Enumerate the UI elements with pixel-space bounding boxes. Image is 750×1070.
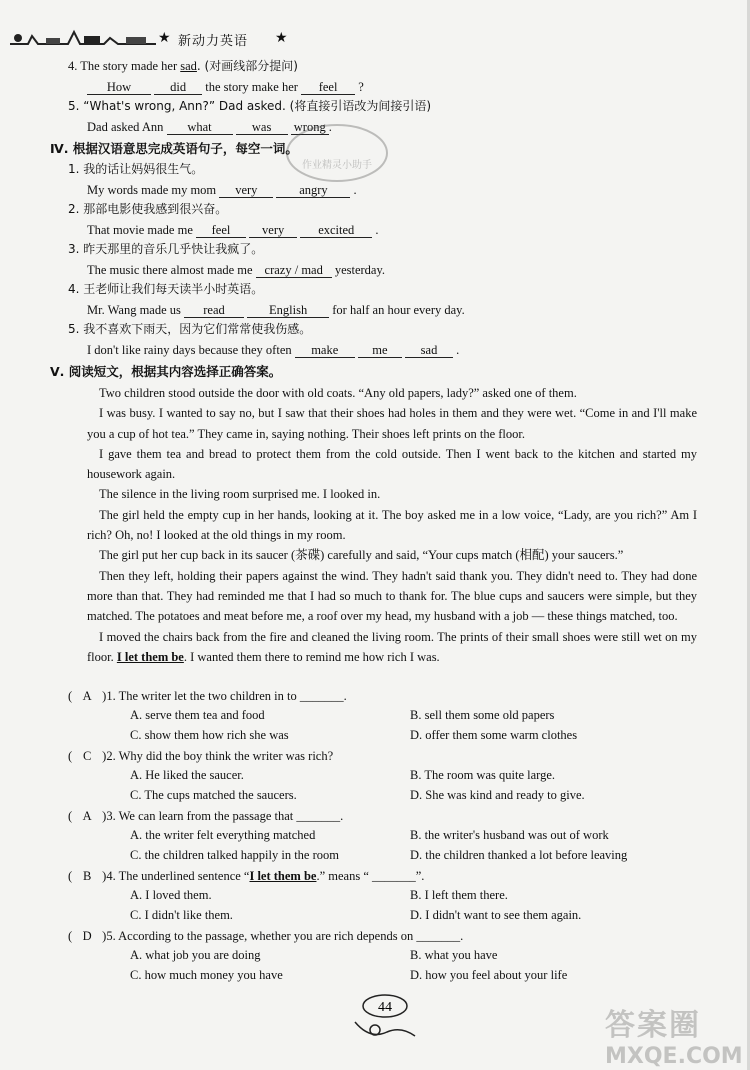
answer-blank: _______	[416, 929, 461, 943]
answer-letter: A	[82, 809, 92, 823]
q-number: )5.	[102, 929, 116, 943]
passage-paragraph: The girl held the empty cup in her hands, looking at it. The boy asked me in a low voice, “Lady, are you rich?” Am I rich? Oh, no! I looked at the old things in my room.	[87, 507, 697, 543]
answer-blank: me	[358, 343, 402, 358]
star-icon: ★	[158, 31, 171, 46]
q-text: .” means “	[316, 869, 369, 883]
answer-option: B. sell them some old papers	[410, 708, 555, 722]
header-decoration-icon	[8, 26, 158, 48]
q-punct: ”.	[415, 869, 425, 883]
passage-paragraph: I moved the chairs back from the fire and cleaned the living room. The prints of their small shoes were still wet on my floor. I let them be. I wanted them there to remind me how rich I was.	[87, 629, 697, 664]
sec4-item-prompt	[68, 281, 263, 297]
question-stem: ( D )5. According to the passage, whether you are rich depends on _______.	[68, 929, 464, 943]
underlined-sentence: I let them be	[116, 649, 184, 664]
passage-paragraph: Two children stood outside the door with old coats. “Any old papers, lady?” asked one of them.	[99, 386, 577, 400]
section-5-heading: Ⅴ. 阅读短文，根据其内容选择正确答案。	[50, 364, 282, 379]
sec4-item-answer	[87, 222, 379, 238]
answer-option: D. I didn't want to see them again.	[410, 908, 582, 922]
sec4-item-answer	[87, 182, 357, 198]
sec4-item-answer	[87, 262, 385, 278]
page-header	[8, 18, 338, 54]
q-number: )2.	[102, 749, 116, 763]
watermark-bottom: MXQE.COM	[605, 1044, 743, 1069]
q-text: The underlined sentence “	[118, 869, 250, 883]
sec4-item-answer	[87, 342, 459, 358]
answer-blank: crazy / mad	[256, 263, 332, 278]
passage-paragraph: I was busy. I wanted to say no, but I saw that their shoes had holes in them and they were wet. “Come in and I'll make you a cup of hot tea.” They came in, saying nothing. Their shoes left prints on the floor.	[87, 406, 697, 441]
chinese-prompt: 昨天那里的音乐几乎快让我疯了。	[83, 242, 264, 256]
stamp-mark	[282, 118, 392, 188]
q-number: 3.	[68, 242, 80, 256]
answer-option: D. how you feel about your life	[410, 968, 568, 982]
passage-paragraph: The silence in the living room surprised me. I looked in.	[99, 487, 381, 502]
sentence-end: for half an hour every day.	[332, 303, 465, 317]
answer-option: D. the children thanked a lot before leaving	[410, 848, 628, 862]
chinese-prompt: 王老师让我们每天读半小时英语。	[83, 282, 264, 296]
q-punct: .	[328, 120, 332, 134]
answer-blank: what	[167, 120, 233, 135]
q-punct: .	[340, 809, 344, 823]
sec4-item-prompt	[68, 241, 263, 257]
underlined-word: sad	[180, 59, 197, 73]
stamp-text: 作业精灵小助手	[302, 160, 372, 171]
answer-option: A. He liked the saucer.	[130, 768, 244, 782]
answer-blank: was	[236, 120, 288, 135]
q-number: )3.	[102, 809, 116, 823]
answer-blank: _______	[299, 689, 344, 703]
q-number: 5.	[68, 322, 80, 336]
q-text: “What's wrong, Ann?” Dad asked. (将直接引语改为间接引语)	[83, 99, 432, 113]
question-stem: ( A )1. The writer let the two children in to _______.	[68, 689, 347, 703]
question-stem: ( A )3. We can learn from the passage that _______.	[68, 809, 344, 823]
sec4-item-prompt	[68, 161, 203, 177]
q-text: Dad asked Ann	[87, 120, 164, 134]
q-number: 2.	[68, 202, 80, 216]
answer-option: A. the writer felt everything matched	[130, 828, 316, 842]
answer-blank: angry	[276, 183, 350, 198]
chinese-prompt: 那部电影使我感到很兴奋。	[83, 202, 228, 216]
answer-blank: English	[247, 303, 329, 318]
q-punct: .	[460, 929, 464, 943]
q-text: According to the passage, whether you are rich depends on	[118, 929, 414, 943]
q-text: The writer let the two children in to	[118, 689, 297, 703]
answer-option: B. The room was quite large.	[410, 768, 555, 782]
q-number: 1.	[68, 162, 80, 176]
header-title: 新动力英语	[178, 34, 249, 49]
answer-option: C. the children talked happily in the room	[130, 848, 339, 862]
q-number: 4.	[68, 282, 80, 296]
answer-blank: sad	[405, 343, 453, 358]
answer-option: B. the writer's husband was out of work	[410, 828, 609, 842]
q-number: )1.	[102, 689, 116, 703]
answer-option: C. show them how rich she was	[130, 728, 289, 742]
watermark-top: 答案圈	[605, 1008, 701, 1043]
sentence-start: That movie made me	[87, 223, 193, 237]
passage-paragraph: Then they left, holding their papers against the wind. They hadn't said thank you. They didn't need to. They had done more than that. They had reminded me that I had so much to thank for. The blue cups and saucers were simple, but they matched. The potatoes and meat before me, a roof over my head, my husband with a job — these things matched, too.	[87, 568, 697, 624]
q-number: 4.	[68, 59, 78, 73]
answer-blank: very	[249, 223, 297, 238]
answer-option: A. what job you are doing	[130, 948, 261, 962]
q-text: The story made her	[80, 59, 178, 73]
sentence-end: .	[456, 343, 460, 357]
sec4-item-prompt	[68, 201, 227, 217]
sec4-item-prompt	[68, 321, 311, 337]
sentence-end: .	[353, 183, 357, 197]
answer-blank: excited	[300, 223, 372, 238]
underlined-sentence: I let them be	[249, 869, 317, 883]
page-number: 44	[378, 1000, 392, 1015]
answer-option: C. I didn't like them.	[130, 908, 233, 922]
q-number: )4.	[102, 869, 116, 883]
sentence-end: yesterday.	[334, 263, 386, 277]
q-instruction: . (对画线部分提问)	[196, 59, 298, 73]
answer-option: A. I loved them.	[130, 888, 212, 902]
answer-blank: _______	[296, 809, 341, 823]
sec3-q4	[68, 58, 298, 74]
sec4-item-answer	[87, 302, 465, 318]
sentence-end: .	[375, 223, 379, 237]
watermark	[605, 1000, 750, 1070]
q-number: 5.	[68, 99, 80, 113]
passage-paragraph: I gave them tea and bread to protect them from the cold outside. Then I went back to the kitchen and started my housework again.	[87, 446, 697, 482]
answer-letter: A	[82, 689, 92, 703]
q-text: We can learn from the passage that	[118, 809, 294, 823]
answer-blank: _______	[372, 869, 416, 883]
answer-letter: B	[83, 869, 92, 883]
chinese-prompt: 我的话让妈妈很生气。	[83, 162, 204, 176]
answer-blank: feel	[196, 223, 246, 238]
q-text: the story make her	[205, 80, 298, 94]
answer-blank: did	[154, 80, 202, 95]
passage-paragraph: The girl put her cup back in its saucer (茶碟) carefully and said, “Your cups match (相配) your saucers.”	[99, 548, 624, 563]
answer-blank: read	[184, 303, 244, 318]
q-punct: ?	[358, 80, 364, 94]
answer-option: D. offer them some warm clothes	[410, 728, 578, 742]
answer-blank: How	[87, 80, 151, 95]
answer-option: C. how much money you have	[130, 968, 283, 982]
sentence-start: I don't like rainy days because they often	[87, 343, 292, 357]
answer-option: B. what you have	[410, 948, 498, 962]
question-stem: ( B )4. The underlined sentence “I let them be.” means “ _______”.	[68, 869, 425, 883]
question-stem: ( C )2. Why did the boy think the writer was rich?	[68, 749, 334, 763]
page-number-badge	[345, 992, 425, 1042]
sec3-q4-answer	[87, 79, 364, 95]
star-icon: ★	[275, 31, 288, 46]
sentence-start: My words made my mom	[87, 183, 217, 197]
sentence-start: Mr. Wang made us	[87, 303, 181, 317]
sentence-start: The music there almost made me	[87, 263, 253, 277]
answer-blank: wrong	[291, 120, 329, 135]
q-text: Why did the boy think the writer was rich?	[118, 749, 334, 763]
answer-option: C. The cups matched the saucers.	[130, 788, 297, 802]
answer-blank: very	[219, 183, 273, 198]
answer-letter: C	[83, 749, 92, 763]
q-punct: .	[343, 689, 347, 703]
reading-passage	[87, 383, 697, 667]
answer-blank: feel	[301, 80, 355, 95]
answer-blank: make	[295, 343, 355, 358]
answer-option: B. I left them there.	[410, 888, 508, 902]
sec3-q5	[68, 98, 431, 114]
answer-option: A. serve them tea and food	[130, 708, 265, 722]
answer-letter: D	[82, 929, 92, 943]
section-4-heading: Ⅳ. 根据汉语意思完成英语句子，每空一词。	[50, 141, 298, 156]
answer-option: D. She was kind and ready to give.	[410, 788, 585, 802]
chinese-prompt: 我不喜欢下雨天，因为它们常常使我伤感。	[83, 322, 312, 336]
